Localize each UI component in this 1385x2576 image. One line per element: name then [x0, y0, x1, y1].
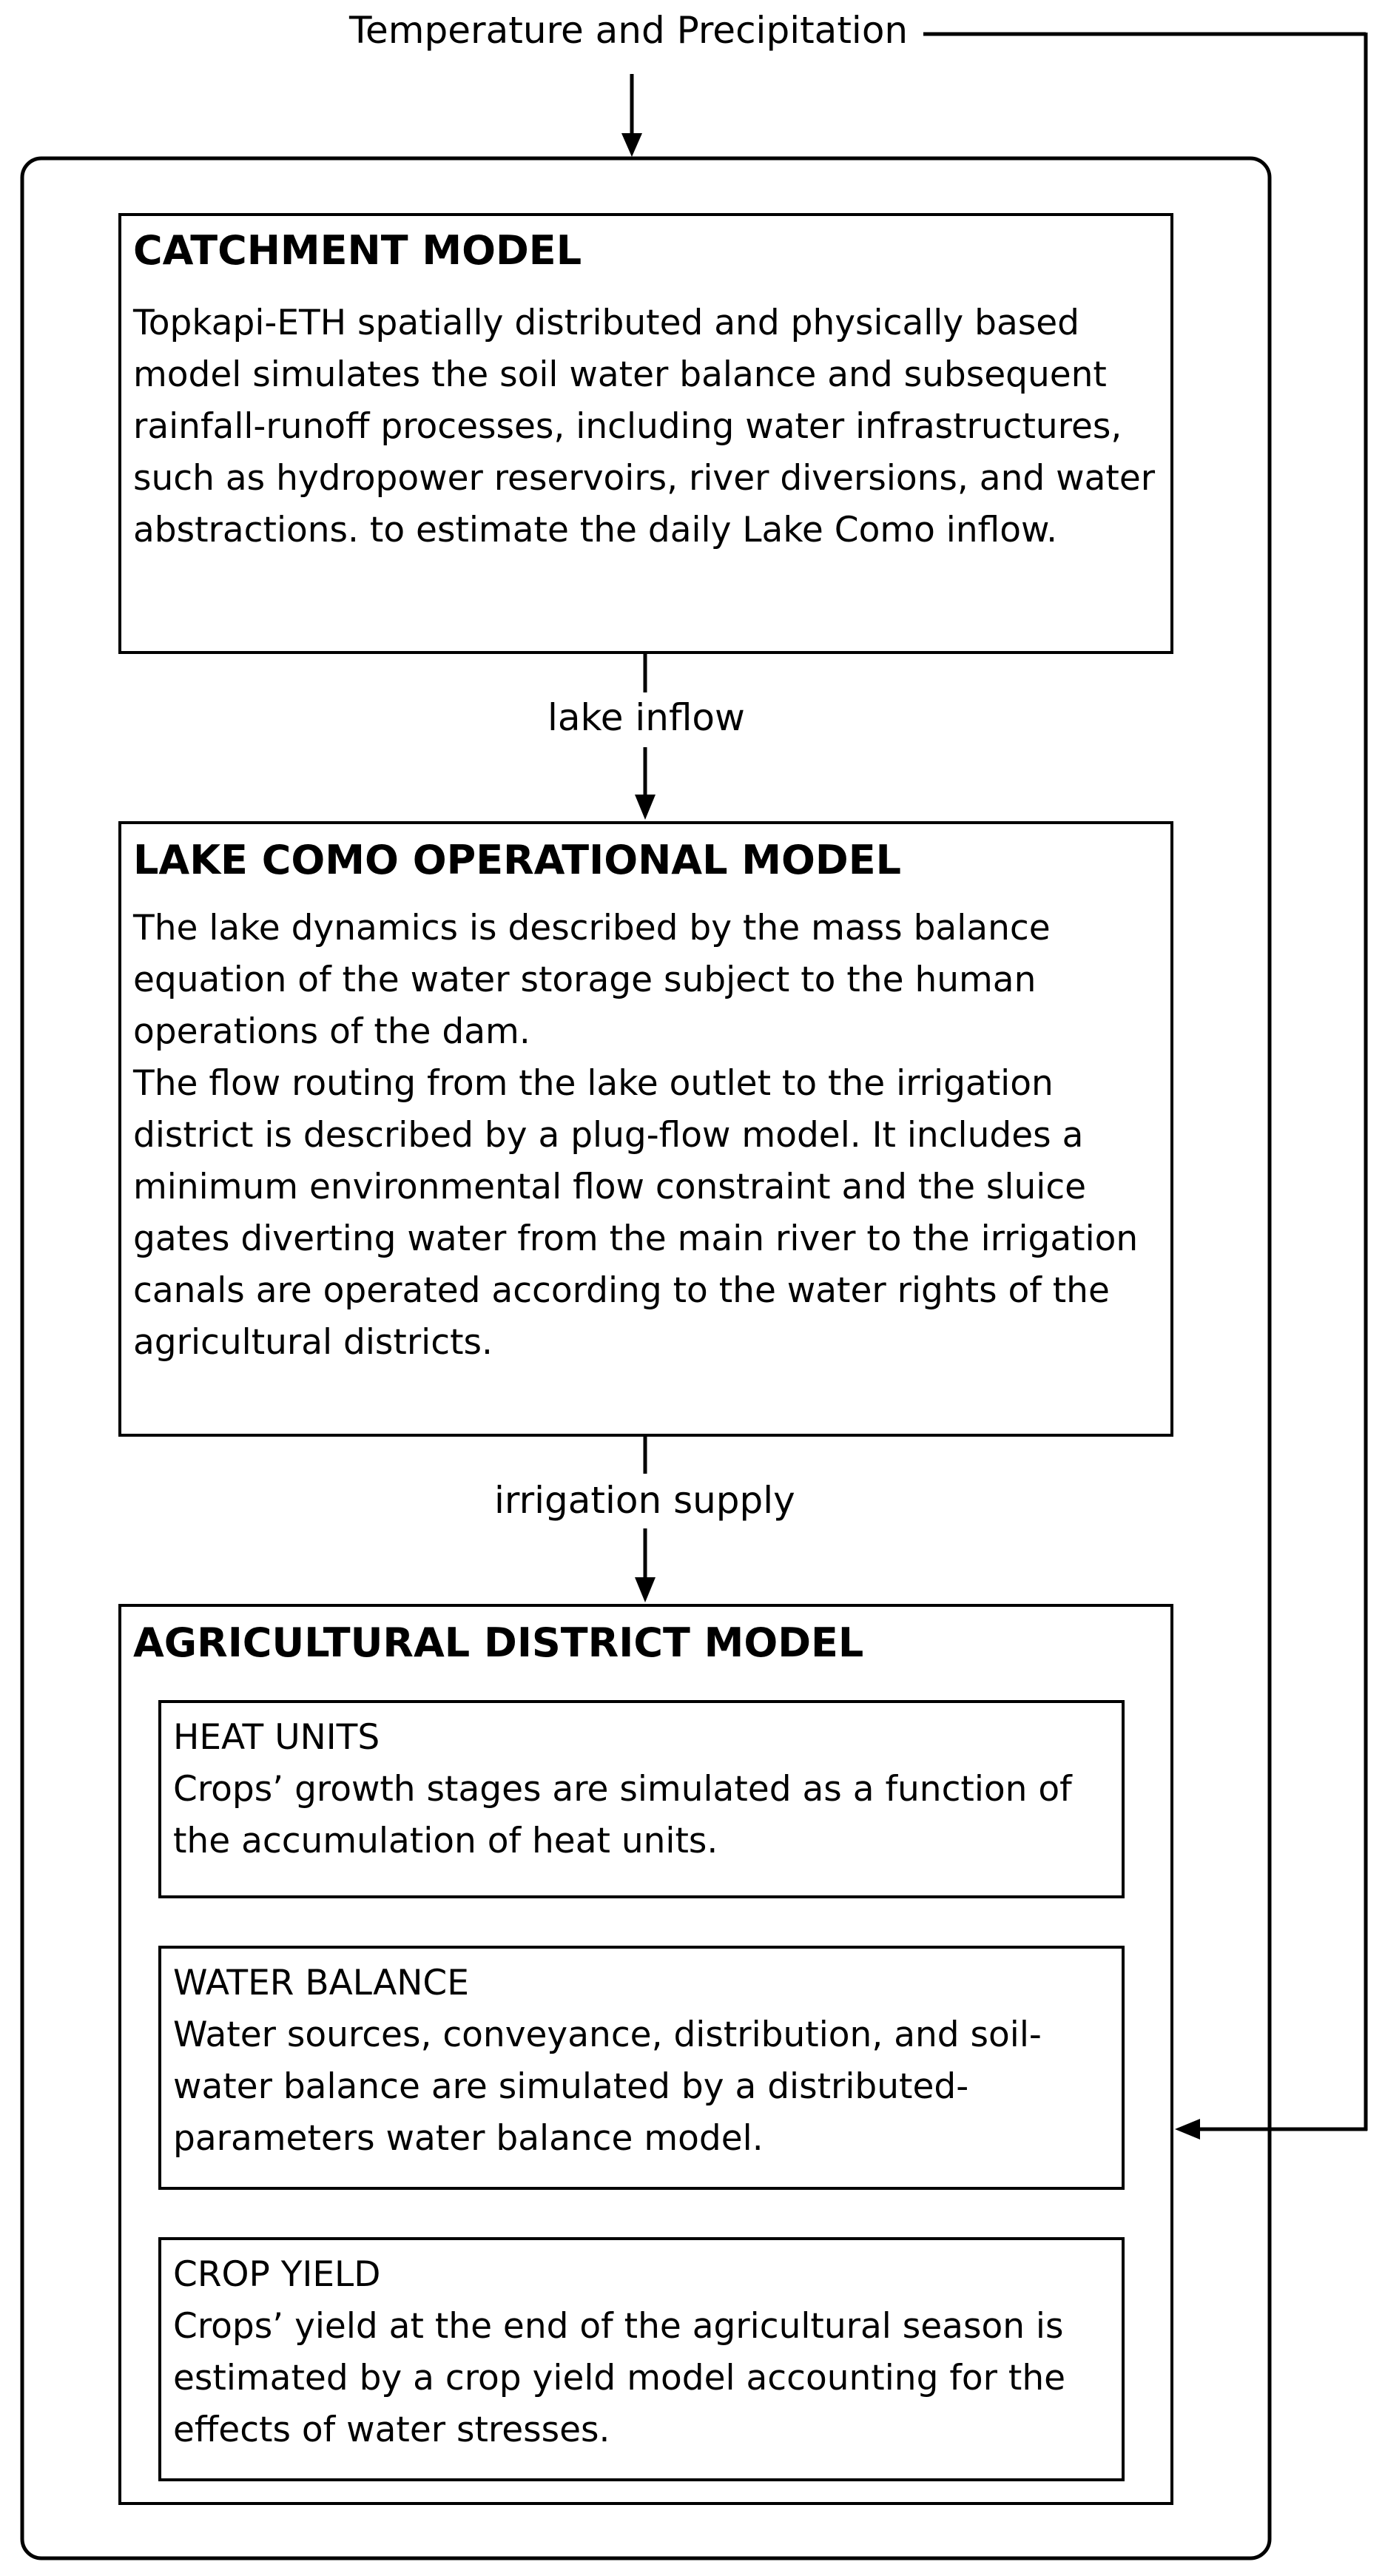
water-balance-description: Water sources, conveyance, distribution, and soil-water balance are simulated by a distributed-parameters water balance model.: [173, 2014, 1042, 2159]
catchment-model-description: Topkapi-ETH spatially distributed and physically based model simulates the soil water balance and subsequent rainfall-runoff processes, including water infrastructures, such as hydropower reservoirs, river diversions, and water abstractions. to estimate the daily Lake Como inflow.: [133, 303, 1156, 550]
agricultural-district-model-title: AGRICULTURAL DISTRICT MODEL: [133, 1619, 864, 1666]
catchment-model-box: [118, 213, 1173, 654]
feedback-arrow-head: [1175, 2119, 1200, 2140]
crop-yield-submodel: [158, 2237, 1125, 2481]
water-balance-submodel: [158, 1946, 1125, 2190]
crop-yield-title: CROP YIELD: [173, 2254, 381, 2295]
catchment-model-title: CATCHMENT MODEL: [133, 227, 582, 274]
input-arrow-head: [621, 133, 642, 157]
heat-units-title: HEAT UNITS: [173, 1717, 380, 1758]
flow-routing-description: The flow routing from the lake outlet to the irrigation district is described by a plug-flow model. It includes a minimum environmental flow constraint and the sluice gates diverting water from the main river to the irrigation canals are operated according to the water rights of the agricultural districts.: [133, 1063, 1139, 1363]
heat-units-description: Crops’ growth stages are simulated as a function of the accumulation of heat units.: [173, 1769, 1072, 1861]
crop-yield-description: Crops’ yield at the end of the agricultural season is estimated by a crop yield model accounting for the effects of water stresses.: [173, 2306, 1066, 2450]
temperature-precipitation-label: Temperature and Precipitation: [349, 9, 909, 52]
lake-como-model-title: LAKE COMO OPERATIONAL MODEL: [133, 837, 902, 883]
lake-inflow-arrow-head: [635, 795, 656, 820]
lake-como-model-box: [118, 821, 1173, 1437]
heat-units-submodel: [158, 1700, 1125, 1898]
irrigation-supply-label: irrigation supply: [494, 1479, 795, 1522]
lake-dynamics-description: The lake dynamics is described by the mass balance equation of the water storage subject to the human operations of the dam.: [133, 908, 1051, 1052]
irrigation-arrow-head: [635, 1577, 656, 1602]
lake-inflow-label: lake inflow: [547, 696, 745, 739]
water-balance-title: WATER BALANCE: [173, 1963, 469, 2003]
